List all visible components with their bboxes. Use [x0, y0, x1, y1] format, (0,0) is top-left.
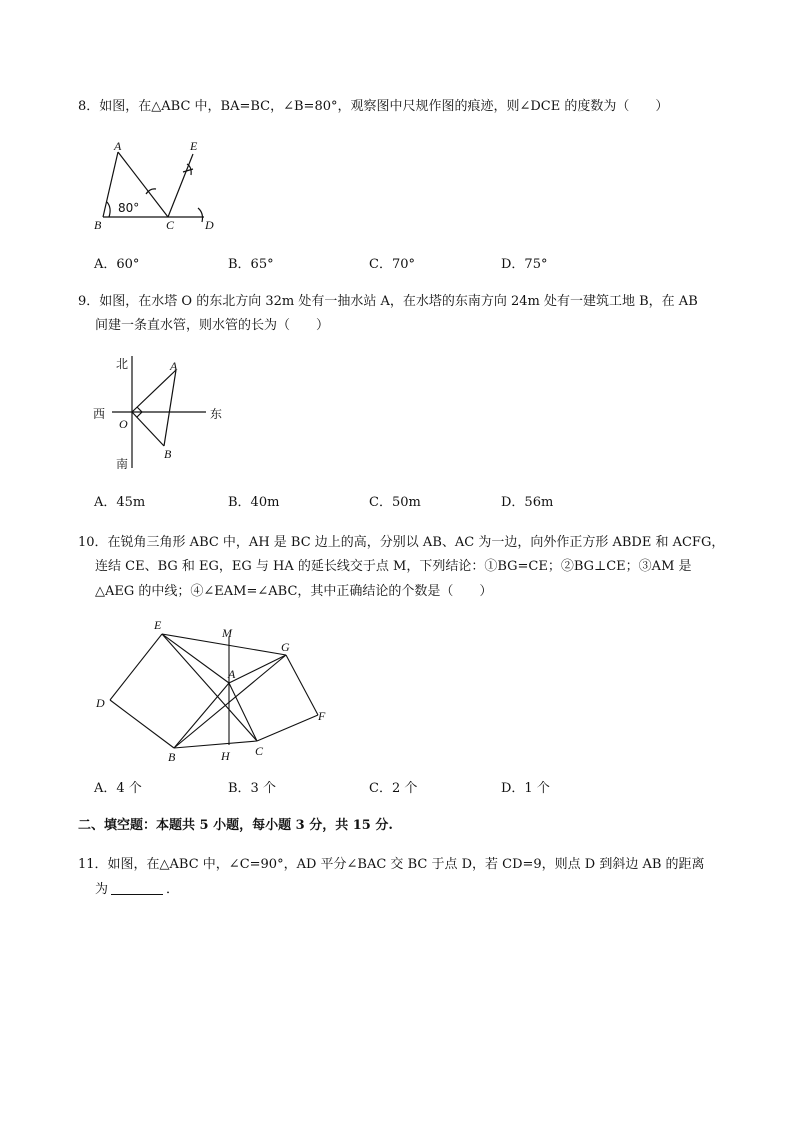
q8-option-b: B．65° — [228, 257, 274, 272]
q9-option-a: A．45m — [94, 495, 146, 510]
question-9-text-line1: 9．如图，在水塔 O 的东北方向 32m 处有一抽水站 A，在水塔的东南方向 24m 处有一建筑工地 B，在 AB — [78, 294, 698, 309]
label-e: E — [154, 618, 162, 632]
label-d: D — [205, 218, 214, 232]
label-g: G — [281, 640, 290, 654]
question-10-text-line1: 10．在锐角三角形 ABC 中，AH 是 BC 边上的高，分别以 AB、AC 为一边，向外作正方形 ABDE 和 ACFG， — [78, 535, 725, 550]
label-south: 南 — [116, 457, 129, 471]
question-9-text-line2: 间建一条直水管，则水管的长为（ ） — [95, 318, 330, 333]
label-a: A — [228, 667, 236, 681]
label-m: M — [222, 626, 232, 640]
construction-arc-4 — [187, 164, 191, 175]
label-o: O — [119, 417, 128, 431]
q8-option-a: A．60° — [94, 257, 140, 272]
label-a: A — [170, 359, 178, 373]
q10-option-c: C．2 个 — [369, 781, 418, 796]
segment-bc — [174, 741, 257, 748]
question-10-figure — [92, 615, 342, 767]
q9-option-d: D．56m — [501, 495, 554, 510]
question-10-text-line2: 连结 CE、BG 和 EG，EG 与 HA 的延长线交于点 M，下列结论：①BG=CE；②BG⊥CE；③AM 是 — [95, 559, 692, 574]
segment-db — [110, 700, 174, 748]
question-10-text-line3: △AEG 的中线；④∠EAM=∠ABC，其中正确结论的个数是（ ） — [95, 584, 493, 599]
label-north: 北 — [116, 357, 129, 371]
segment-ob — [132, 412, 164, 446]
label-e: E — [190, 139, 198, 153]
question-9-figure — [92, 352, 232, 470]
segment-cf — [257, 715, 318, 741]
segment-ab — [103, 152, 118, 217]
q10-option-d: D．1 个 — [501, 781, 550, 796]
angle-b-arc — [107, 202, 110, 217]
segment-ed — [110, 634, 162, 700]
label-east: 东 — [210, 407, 223, 421]
construction-arc-2 — [198, 208, 203, 222]
label-f: F — [318, 709, 326, 723]
q9-option-c: C．50m — [369, 495, 421, 510]
q8-option-c: C．70° — [369, 257, 415, 272]
segment-ea — [162, 634, 229, 683]
label-b: B — [164, 447, 172, 461]
question-11-text-line2 — [95, 882, 179, 898]
label-d: D — [96, 696, 105, 710]
ray-ce — [168, 154, 193, 217]
angle-b-label: 80° — [118, 201, 140, 215]
label-west: 西 — [93, 407, 106, 421]
label-h: H — [221, 749, 230, 763]
segment-oa — [132, 370, 176, 412]
segment-ac — [229, 683, 257, 741]
section-2-heading: 二、填空题：本题共 5 小题，每小题 3 分，共 15 分. — [78, 818, 393, 833]
q11-line2-suffix: ． — [166, 882, 180, 897]
segment-ec — [162, 634, 257, 741]
label-b: B — [94, 218, 102, 232]
q10-option-b: B．3 个 — [228, 781, 276, 796]
q8-option-d: D．75° — [501, 257, 548, 272]
label-b: B — [168, 750, 176, 764]
label-c: C — [255, 744, 264, 758]
question-11-text-line1: 11．如图，在△ABC 中，∠C=90°，AD 平分∠BAC 交 BC 于点 D，若 CD=9，则点 D 到斜边 AB 的距离 — [78, 857, 705, 872]
label-a: A — [114, 139, 122, 153]
segment-ab — [164, 370, 176, 446]
q9-option-b: B．40m — [228, 495, 280, 510]
question-8-text: 8．如图，在△ABC 中，BA=BC，∠B=80°，观察图中尺规作图的痕迹，则∠DCE 的度数为（ ） — [78, 99, 669, 114]
question-8-figure — [88, 134, 228, 234]
segment-ab — [174, 683, 229, 748]
label-c: C — [166, 218, 175, 232]
answer-blank[interactable] — [111, 882, 163, 895]
q10-option-a: A．4 个 — [94, 781, 142, 796]
segment-fg — [286, 655, 318, 715]
q11-line2-prefix: 为 — [95, 882, 109, 897]
